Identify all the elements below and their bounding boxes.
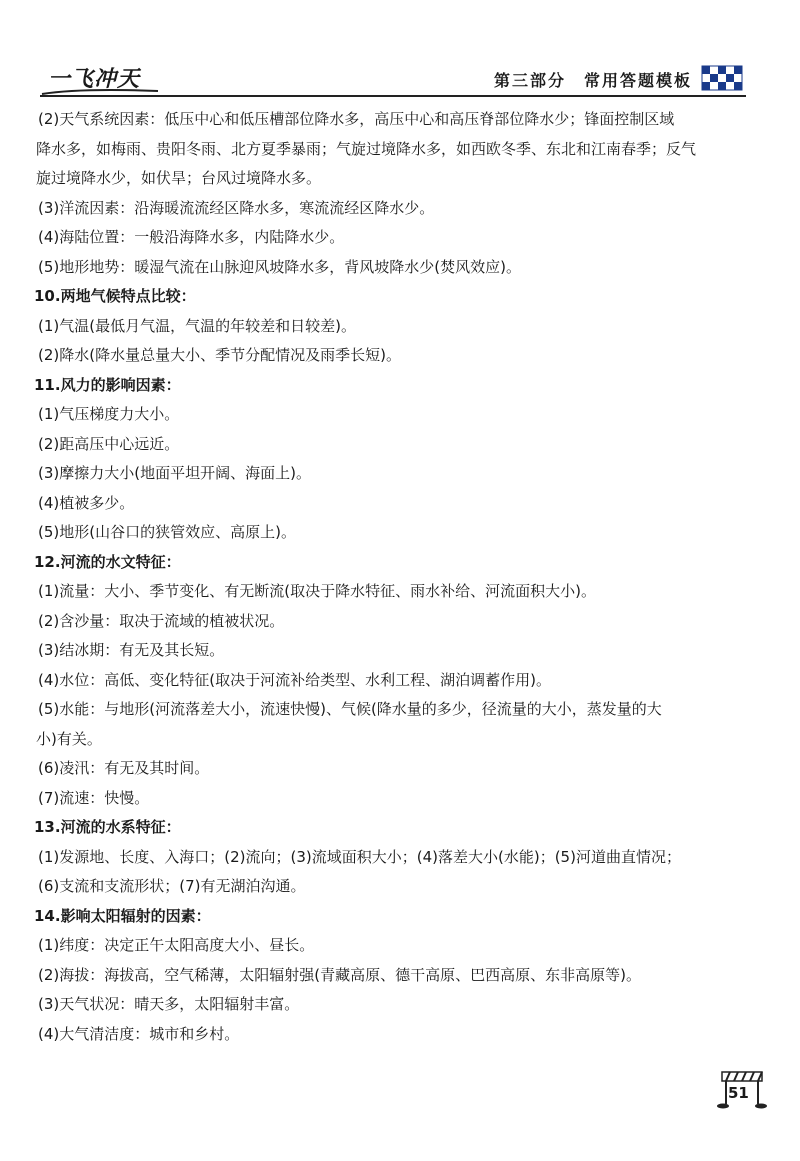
text-line: (1)流量：大小、季节变化、有无断流(取决于降水特征、雨水补给、河流面积大小)。 bbox=[38, 582, 596, 600]
text-line: (3)天气状况：晴天多，太阳辐射丰富。 bbox=[38, 995, 300, 1013]
text-line: (5)水能：与地形(河流落差大小，流速快慢)、气候(降水量的多少，径流量的大小，蒸发量的大 bbox=[38, 700, 662, 718]
section-heading: 14.影响太阳辐射的因素： bbox=[34, 906, 211, 925]
page-number: 51 bbox=[728, 1084, 749, 1102]
text-line: (2)海拔：海拔高，空气稀薄，太阳辐射强(青藏高原、德干高原、巴西高原、东非高原等)。 bbox=[38, 965, 641, 984]
text-line: 小)有关。 bbox=[36, 729, 102, 748]
text-line: (2)天气系统因素：低压中心和低压槽部位降水多，高压中心和高压脊部位降水少；锋面控制区域 bbox=[38, 110, 675, 128]
page-header bbox=[40, 62, 746, 98]
text-line: (6)支流和支流形状；(7)有无湖泊沟通。 bbox=[38, 877, 306, 895]
text-line: (3)摩擦力大小(地面平坦开阔、海面上)。 bbox=[38, 464, 311, 482]
text-line: (2)含沙量：取决于流域的植被状况。 bbox=[38, 611, 285, 630]
text-line: (2)降水(降水量总量大小、季节分配情况及雨季长短)。 bbox=[38, 346, 401, 364]
section-title: 第三部分 常用答题模板 bbox=[494, 71, 693, 90]
section-heading: 13.河流的水系特征： bbox=[34, 818, 181, 836]
text-line: (4)水位：高低、变化特征(取决于河流补给类型、水利工程、湖泊调蓄作用)。 bbox=[38, 670, 551, 689]
text-line: (3)洋流因素：沿海暖流流经区降水多，寒流流经区降水少。 bbox=[38, 198, 435, 217]
text-line: (7)流速：快慢。 bbox=[38, 788, 150, 807]
section-heading: 12.河流的水文特征： bbox=[34, 552, 181, 571]
text-line: 降水多，如梅雨、贵阳冬雨、北方夏季暴雨；气旋过境降水多，如西欧冬季、东北和江南春季；反气 bbox=[36, 139, 697, 158]
text-line: (4)大气清洁度：城市和乡村。 bbox=[38, 1024, 240, 1043]
page-content bbox=[34, 105, 754, 1049]
header-rule bbox=[40, 95, 746, 97]
section-heading: 11.风力的影响因素： bbox=[34, 375, 181, 394]
section-heading: 10.两地气候特点比较： bbox=[34, 287, 196, 305]
series-logo: 一飞冲天 bbox=[48, 66, 141, 92]
text-line: (2)距高压中心远近。 bbox=[38, 434, 180, 453]
text-line: (1)气压梯度力大小。 bbox=[38, 405, 180, 423]
text-line: (4)植被多少。 bbox=[38, 493, 135, 512]
text-line: (1)发源地、长度、入海口；(2)流向；(3)流域面积大小；(4)落差大小(水能)；(5)河道曲直情况； bbox=[38, 847, 681, 866]
text-line: (1)气温(最低月气温，气温的年较差和日较差)。 bbox=[38, 316, 356, 335]
text-line: (3)结冰期：有无及其长短。 bbox=[38, 641, 225, 659]
text-line: 旋过境降水少，如伏旱；台风过境降水多。 bbox=[36, 169, 322, 187]
text-line: (5)地形(山谷口的狭管效应、高原上)。 bbox=[38, 523, 296, 541]
text-line: (5)地形地势：暖湿气流在山脉迎风坡降水多，背风坡降水少(焚风效应)。 bbox=[38, 257, 521, 276]
text-line: (4)海陆位置：一般沿海降水多，内陆降水少。 bbox=[38, 228, 345, 246]
text-line: (1)纬度：决定正午太阳高度大小、昼长。 bbox=[38, 936, 315, 954]
text-line: (6)凌汛：有无及其时间。 bbox=[38, 759, 210, 777]
checker-flag-icon bbox=[700, 56, 746, 96]
